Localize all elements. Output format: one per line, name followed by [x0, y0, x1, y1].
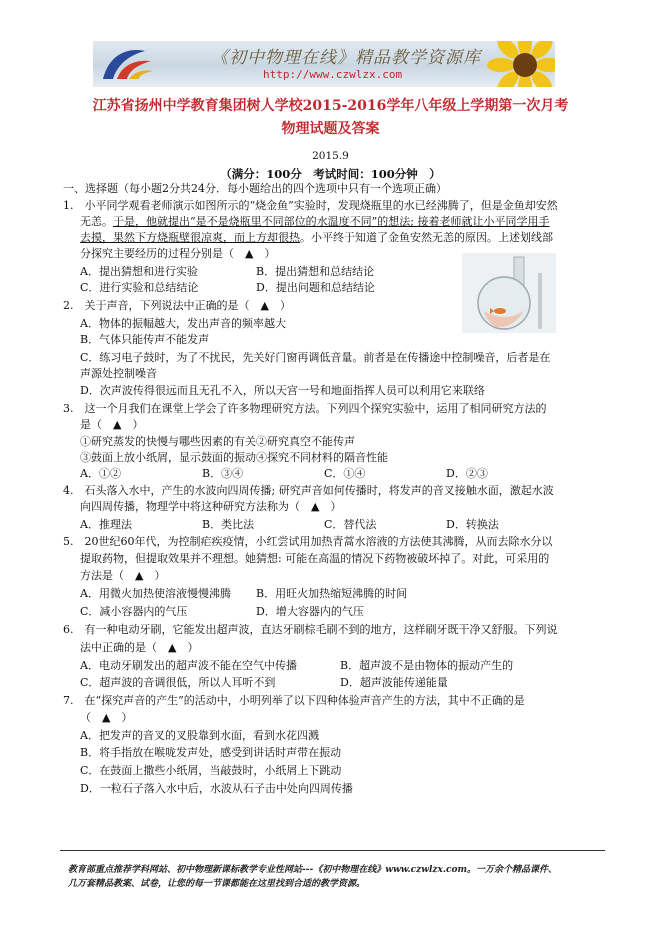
question-text-line — [80, 782, 353, 796]
text-span: 1. 小平同学观看老师演示如图所示的“烧金鱼”实验时，发现烧瓶里的水已经沸腾了，但是金鱼却安然 — [63, 199, 558, 212]
header-banner — [93, 41, 555, 87]
text-span: 4. 石头落入水中，产生的水波向四周传播; 研究声音如何传播时，将发声的音叉接触水面，激起水波 — [63, 484, 554, 497]
text-span: 3. 这一个月我们在课堂上学会了许多物理研究方法。下列四个探究实验中，运用了相同研究方法的 — [63, 402, 547, 415]
answer-option: A．用微火加热使溶液慢慢沸腾 — [80, 587, 231, 600]
text-span: 无恙。 — [80, 215, 113, 228]
question-text-line — [80, 746, 341, 760]
question-text-line — [80, 552, 549, 566]
question-text-line — [80, 231, 553, 245]
text-span: B．气体只能传声不能发声 — [80, 333, 210, 346]
text-span: A．物体的振幅越大，发出声音的频率越大 — [80, 317, 286, 330]
sunflower-icon — [481, 41, 555, 87]
goldfish-flask-figure — [462, 253, 556, 333]
question-text-line — [80, 641, 198, 655]
question-text-line — [80, 569, 165, 583]
text-span: C．在鼓面上撒些小纸屑，当敲鼓时，小纸屑上下跳动 — [80, 764, 342, 777]
banner-url[interactable]: http://www.czwlzx.com — [263, 68, 403, 81]
text-span: 分探究主要经历的过程分别是（ ▲ ） — [80, 247, 276, 260]
footer-line-1: 教育部重点推荐学科网站、初中物理新课标教学专业性网站---《初中物理在线》www.czwlzx.com。一万余个精品课件、 — [68, 865, 558, 875]
answer-option: C．①④ — [324, 467, 366, 480]
question-text-line — [80, 333, 209, 347]
text-span: 。小平终于知道了金鱼安然无恙的原因。上述划线部 — [300, 231, 553, 244]
text-span: 向四周传播，物理学中将这种研究方法称为（ ▲ ） — [80, 500, 342, 513]
text-span: 是（ ▲ ） — [80, 418, 144, 431]
question-text-line — [80, 247, 275, 261]
text-span: 6. 有一种电动牙刷，它能发出超声波，直达牙刷棕毛刷不到的地方，这样刷牙既干净又舒服。下列说 — [63, 623, 558, 636]
text-span: D．次声波传得很远而且无孔不入，所以天宫一号和地面指挥人员可以利用它来联络 — [80, 384, 485, 397]
answer-option: D．转换法 — [446, 518, 499, 531]
text-span: D．一粒石子落入水中后，水波从石子击中处向四周传播 — [80, 782, 353, 795]
question-text-line — [80, 418, 143, 432]
answer-option: ③鼓面上放小纸屑，显示鼓面的振动 — [80, 451, 256, 464]
question-text-line — [80, 729, 319, 743]
text-span: 2. 关于声音，下列说法中正确的是（ ▲ ） — [63, 299, 291, 312]
answer-option: C．进行实验和总结结论 — [80, 281, 199, 294]
text-span: A．把发声的音叉的叉股靠到水面，看到水花四溅 — [80, 729, 319, 742]
answer-option: D．超声波能传递能量 — [340, 676, 448, 689]
footer-divider — [60, 850, 605, 851]
answer-option: D．②③ — [446, 467, 488, 480]
question-text-line — [80, 384, 485, 398]
answer-option: A．推理法 — [80, 518, 132, 531]
question-text-line — [80, 764, 341, 778]
underlined-text: 去摸，果然下方烧瓶壁很凉爽，而上方却很热 — [80, 231, 300, 244]
question-stem — [63, 623, 558, 637]
text-span: （ ▲ ） — [80, 711, 133, 724]
question-stem — [63, 535, 553, 549]
answer-option: ④探究不同材料的隔音性能 — [256, 451, 388, 464]
text-span: 提取药物，但提取效果并不理想。她猜想: 可能在高温的情况下药物被破坏掉了。对此，可采用的 — [80, 552, 550, 565]
answer-option: A．①② — [80, 467, 121, 480]
question-stem — [63, 402, 547, 416]
question-text-line — [80, 317, 286, 331]
question-text-line — [80, 367, 157, 381]
banner-brand: 《初中物理在线》精品教学资源库 — [211, 48, 481, 68]
answer-option: B．用旺火加热缩短沸腾的时间 — [256, 587, 408, 600]
site-logo-icon — [99, 45, 155, 83]
text-span: 5. 20世纪60年代，为控制疟疾疫情，小红尝试用加热青蒿水溶液的方法使其沸腾，从而去除水分以 — [63, 535, 553, 548]
exam-date: 2015.9 — [312, 150, 349, 162]
question-stem — [63, 484, 554, 498]
answer-option: D．提出问题和总结结论 — [256, 281, 375, 294]
section-heading: 一、选择题（每小题2分共24分．每小题给出的四个选项中只有一个选项正确） — [63, 182, 447, 195]
answer-option: B．提出猜想和总结结论 — [256, 265, 375, 278]
text-span: 7. 在“探究声音的产生”的活动中，小明列举了以下四种体验声音产生的方法，其中不正确的是 — [63, 694, 525, 707]
exam-title: 江苏省扬州中学教育集团树人学校2015-2016学年八年级上学期第一次月考 — [92, 98, 569, 114]
answer-option: C．替代法 — [324, 518, 377, 531]
question-text-line — [80, 351, 550, 365]
answer-option: A．提出猜想和进行实验 — [80, 265, 198, 278]
question-stem — [63, 199, 558, 213]
text-span: 声源处控制噪音 — [80, 367, 157, 380]
question-text-line — [80, 215, 549, 229]
question-stem — [63, 694, 525, 708]
footer-line-2: 几万套精品教案、试卷，让您的每一节课都能在这里找到合适的教学资源。 — [68, 879, 366, 889]
text-span: 方法是（ ▲ ） — [80, 569, 166, 582]
question-stem — [63, 299, 291, 313]
underlined-text: 于是，他就提出“是不是烧瓶里不同部位的水温度不同”的想法; 接着老师就让小平同学用手 — [113, 215, 550, 228]
answer-option: D．增大容器内的气压 — [256, 605, 364, 618]
answer-option: A．电动牙刷发出的超声波不能在空气中传播 — [80, 659, 297, 672]
question-text-line — [80, 500, 341, 514]
answer-option: ①研究蒸发的快慢与哪些因素的有关 — [80, 435, 256, 448]
answer-option: C．超声波的音调很低，所以人耳听不到 — [80, 676, 276, 689]
text-span: 法中正确的是（ ▲ ） — [80, 641, 199, 654]
question-text-line — [80, 711, 132, 725]
answer-option: B．③④ — [202, 467, 244, 480]
answer-option: B．类比法 — [202, 518, 255, 531]
exam-score-info: （满分：100分 考试时间：100分钟 ） — [220, 167, 441, 181]
answer-option: C．减小容器内的气压 — [80, 605, 188, 618]
answer-option: ②研究真空不能传声 — [256, 435, 355, 448]
text-span: C．练习电子鼓时，为了不扰民，先关好门窗再调低音量。前者是在传播途中控制噪音，后者是在 — [80, 351, 551, 364]
text-span: B．将手指放在喉咙发声处，感受到讲话时声带在振动 — [80, 746, 342, 759]
exam-subtitle: 物理试题及答案 — [281, 121, 380, 137]
answer-option: B．超声波不是由物体的振动产生的 — [340, 659, 514, 672]
